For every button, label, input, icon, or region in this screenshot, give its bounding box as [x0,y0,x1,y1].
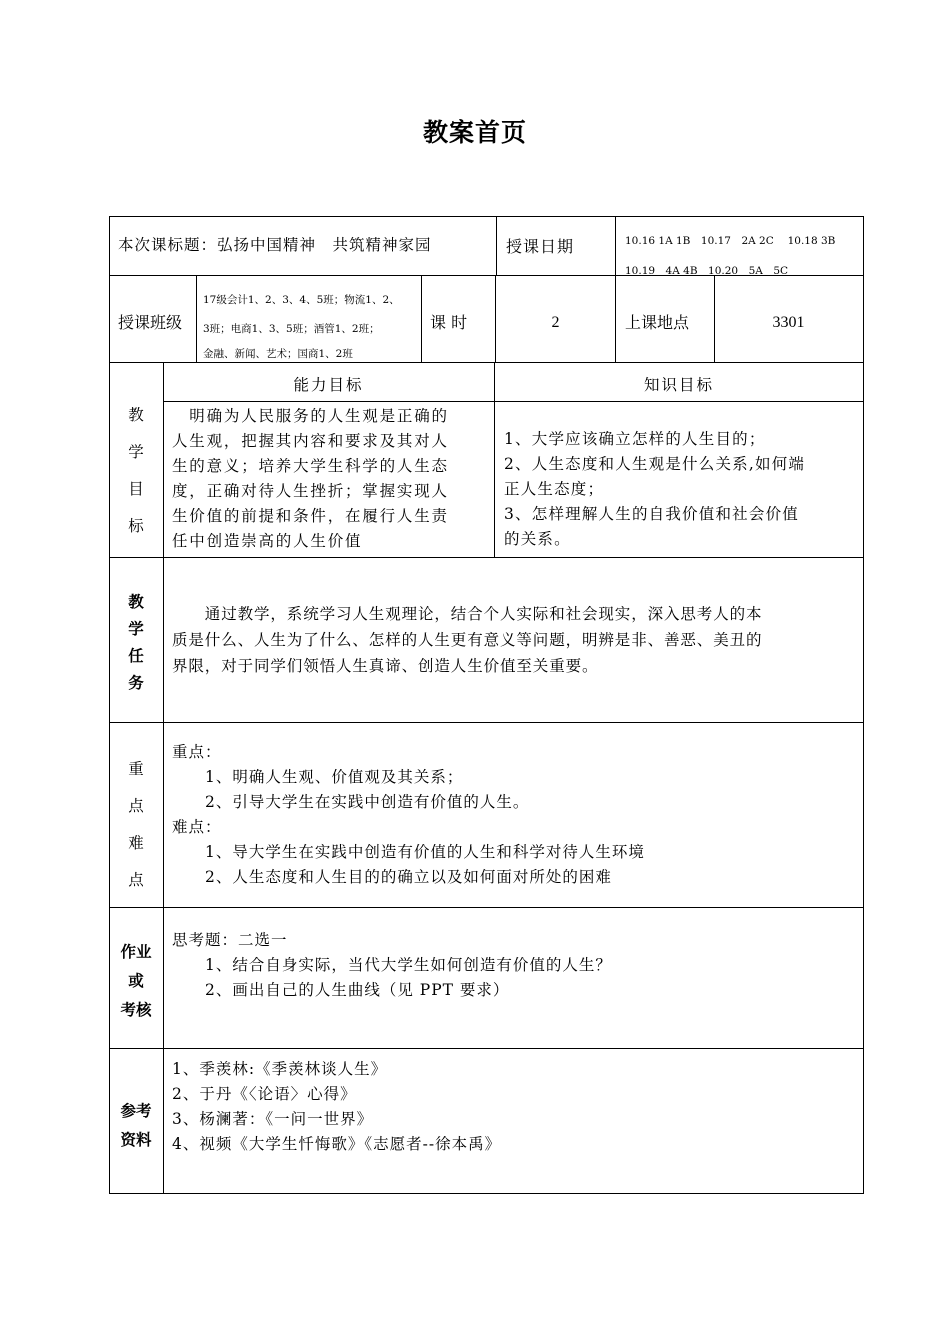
side-char: 教 [128,592,144,611]
side-char: 教 [128,406,144,424]
topic-cell [118,233,432,257]
text-line: 通过教学，系统学习人生观理论，结合个人实际和社会现实，深入思考人的本 [172,605,763,623]
homework-side-label [109,937,163,1024]
class-line: 金融、新闻、艺术；国商1、2班 [203,348,353,360]
side-char: 标 [128,517,144,535]
side-char: 点 [128,797,144,815]
side-char: 资料 [120,1130,152,1149]
side-char: 务 [128,673,144,692]
text-line: 正人生态度； [504,480,605,498]
text-line: 1、导大学生在实践中创造有价值的人生和科学对待人生环境 [172,843,645,861]
side-char: 学 [128,619,144,638]
text-line: 重点： [172,743,222,761]
hours-label: 课 时 [430,313,468,332]
keypoints-side-label [109,751,163,899]
side-char: 任 [128,646,144,665]
text-line: 2、人生态度和人生观是什么关系,如何端 [504,455,806,473]
page-title: 教案首页 [422,118,527,147]
text-line: 思考题：二选一 [172,931,288,949]
class-label: 授课班级 [118,313,183,332]
text-line: 1、季羡林:《季羡林谈人生》 [172,1060,388,1078]
side-char: 目 [128,480,144,498]
side-char: 或 [128,971,144,990]
side-char: 作业 [120,942,152,961]
text-line: 度，正确对待人生挫折；掌握实现人 [172,482,449,500]
class-values [203,286,400,369]
text-line: 难点： [172,818,222,836]
place-label: 上课地点 [625,313,690,332]
text-line: 1、结合自身实际，当代大学生如何创造有价值的人生？ [172,956,612,974]
date-label: 授课日期 [506,237,575,256]
side-char: 点 [128,871,144,889]
text-line: 明确为人民服务的人生观是正确的 [172,407,449,425]
text-line: 1、大学应该确立怎样的人生目的； [504,430,766,448]
class-line: 3班；电商1、3、5班；酒管1、2班； [203,323,380,335]
side-char: 重 [128,760,144,778]
text-line: 人生观，把握其内容和要求及其对人 [172,432,449,450]
text-line: 2、于丹《〈论语〉心得》 [172,1085,357,1103]
text-line: 生价值的前提和条件，在履行人生责 [172,507,449,525]
text-line: 4、视频《大学生忏悔歌》《志愿者--徐本禹》 [172,1135,502,1153]
text-line: 质是什么、人生为了什么、怎样的人生更有意义等问题，明辨是非、善恶、美丑的 [172,631,763,649]
hours-value: 2 [551,314,560,331]
text-line: 界限，对于同学们领悟人生真谛、创造人生价值至关重要。 [172,657,599,675]
text-line: 2、人生态度和人生目的的确立以及如何面对所处的困难 [172,868,612,886]
references-side-label [109,1096,163,1154]
knowledge-header: 知识目标 [643,376,714,394]
topic-label: 本次课标题： [118,236,218,254]
text-line: 的关系。 [504,530,571,548]
ability-header: 能力目标 [293,376,364,394]
task-side-label [109,588,163,696]
side-char: 学 [128,443,144,461]
task-text [172,601,862,679]
homework-text [172,928,862,1003]
text-line: 任中创造崇高的人生价值 [172,532,363,550]
ability-text [172,404,494,554]
date-line: 10.16 1A 1B 10.17 2A 2C 10.18 3B [625,235,836,247]
date-values [625,226,835,286]
side-char: 难 [128,834,144,852]
text-line: 生的意义；培养大学生科学的人生态 [172,457,449,475]
text-line: 3、杨澜著：《一问一世界》 [172,1110,374,1128]
text-line: 2、画出自己的人生曲线（见 PPT 要求） [172,981,510,999]
text-line: 3、怎样理解人生的自我价值和社会价值 [504,505,799,523]
objectives-side-label [109,397,163,545]
side-char: 考核 [120,1000,152,1019]
references-text [172,1057,862,1157]
class-line: 17级会计1、2、3、4、5班；物流1、2、 [203,294,400,306]
side-char: 参考 [120,1101,152,1120]
text-line: 2、引导大学生在实践中创造有价值的人生。 [172,793,530,811]
place-value: 3301 [772,314,805,331]
text-line: 1、明确人生观、价值观及其关系； [172,768,464,786]
knowledge-text [504,427,862,552]
date-line: 10.19 4A 4B 10.20 5A 5C [625,265,789,277]
topic-value: 弘扬中国精神 共筑精神家园 [217,236,432,254]
keypoints-text [172,740,862,890]
